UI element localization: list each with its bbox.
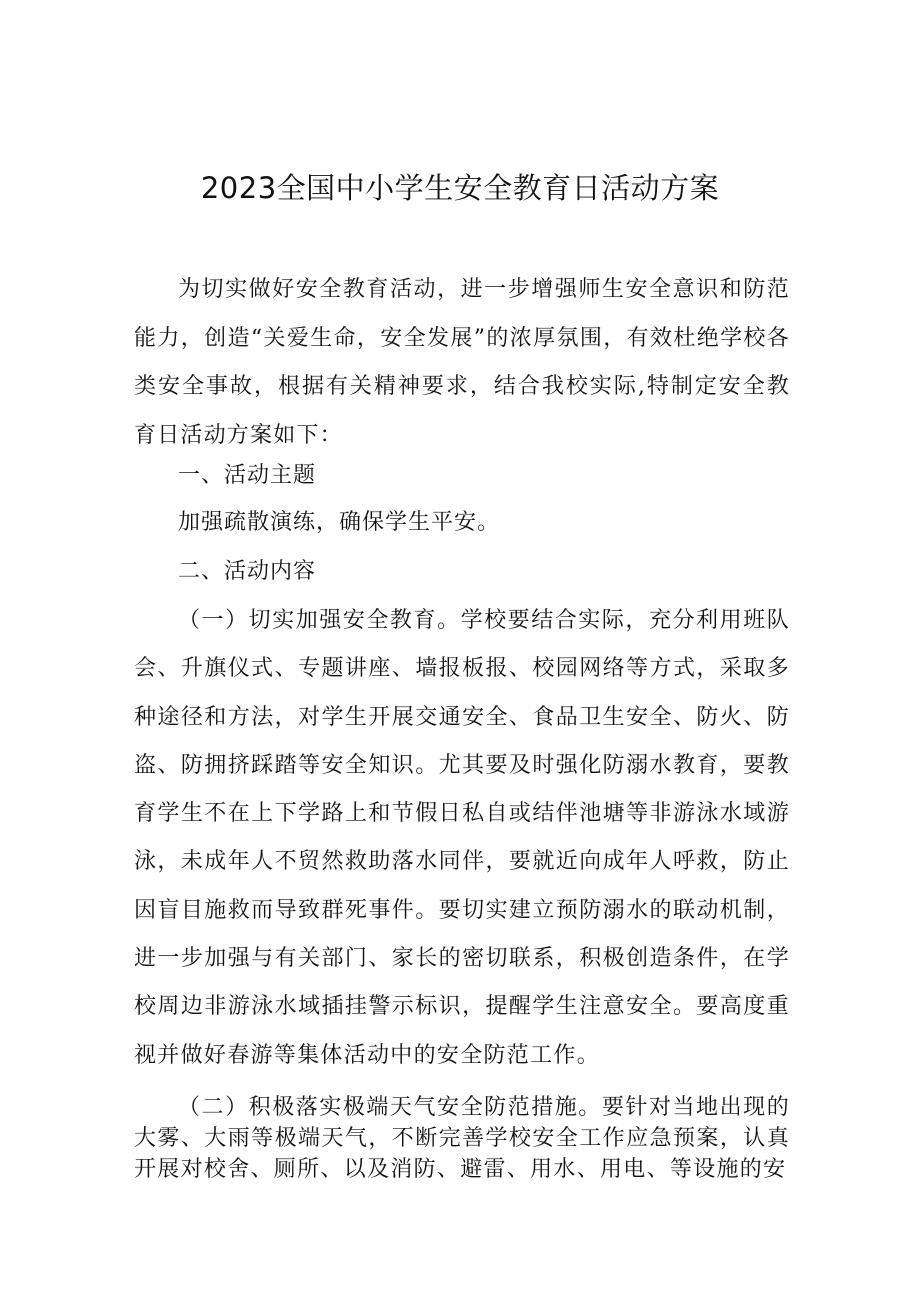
section-2-paragraph-1: （一）切实加强安全教育。学校要结合实际，充分利用班队会、升旗仪式、专题讲座、墙报板报、校园网络等方式，采取多种途径和方法，对学生开展交通安全、食品卫生安全、防火、防盗、防拥挤踩踏等安全知识。尤其要及时强化防溺水教育，要教育学生不在上下学路上和节假日私自或结伴池塘等非游泳水域游泳，未成年人不贸然救助落水同伴，要就近向成年人呼救，防止因盲目施救而导致群死事件。要切实建立预防溺水的联动机制，进一步加强与有关部门、家长的密切联系，积极创造条件，在学校周边非游泳水域插挂警示标识，提醒学生注意安全。要高度重视并做好春游等集体活动中的安全防范工作。: [134, 608, 790, 1068]
document-title: 2023全国中小学生安全教育日活动方案: [200, 171, 720, 205]
section-2-heading: 二、活动内容: [178, 559, 317, 584]
section-2-paragraph-2: （二）积极落实极端天气安全防范措施。要针对当地出现的大雾、大雨等极端天气，不断完善学校安全工作应急预案，认真开展对校舍、厕所、以及消防、避雷、用水、用电、等设施的安: [134, 1095, 790, 1182]
section-1-body: 加强疏散演练，确保学生平安。: [178, 510, 501, 535]
intro-paragraph: 为切实做好安全教育活动，进一步增强师生安全意识和防范能力，创造“关爱生命，安全发展”的浓厚氛围，有效杜绝学校各类安全事故，根据有关精神要求，结合我校实际,特制定安全教育日活动方案如下：: [134, 277, 790, 448]
section-1-heading: 一、活动主题: [178, 463, 317, 488]
